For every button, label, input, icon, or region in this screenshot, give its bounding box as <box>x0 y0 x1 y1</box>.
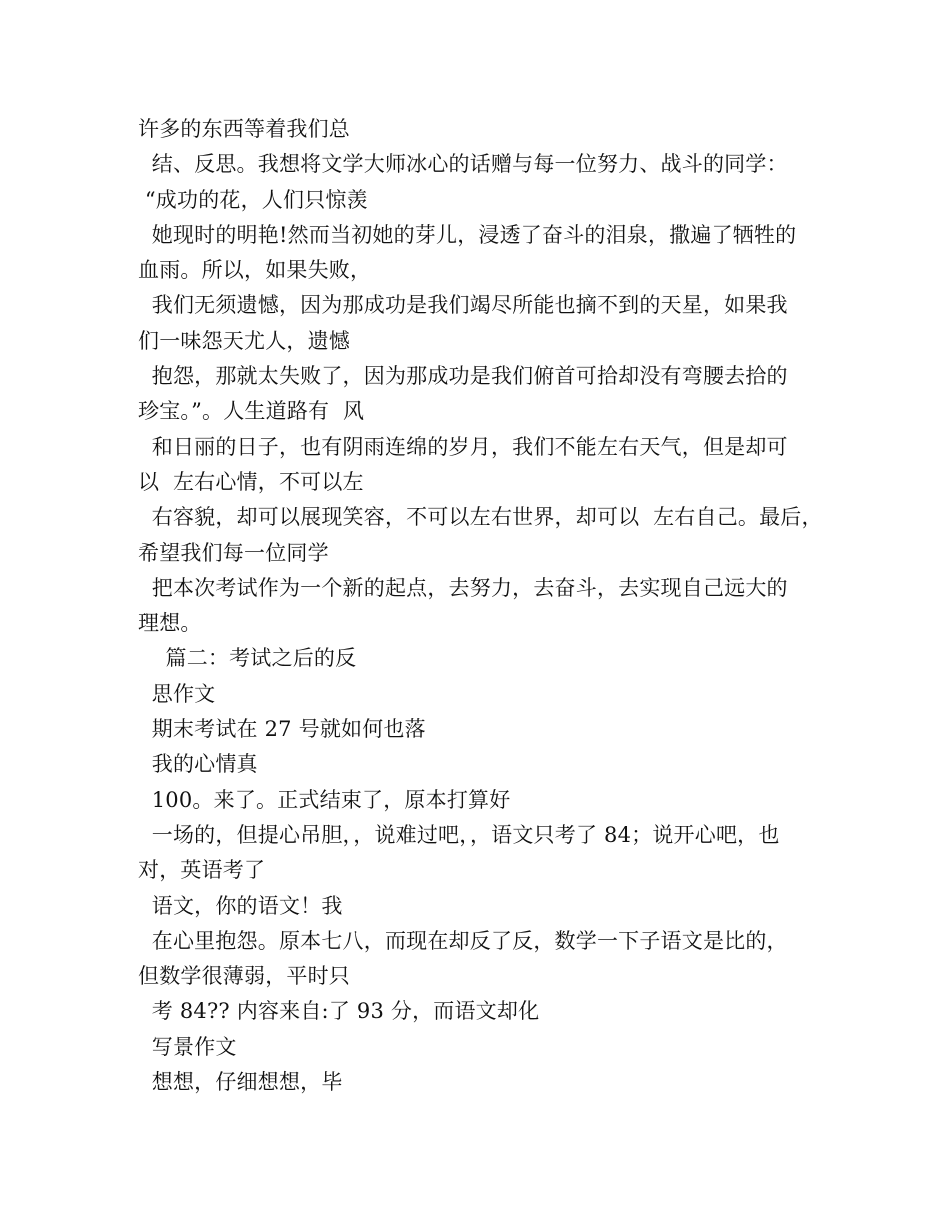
text-line: 们一味怨天尤人，遗憾 <box>138 328 350 353</box>
text-line: 我的心情真 <box>138 752 258 777</box>
text-line: 把本次考试作为一个新的起点，去努力，去奋斗，去实现自己远大的 <box>138 575 788 600</box>
text-line: 在心里抱怨。原本七八，而现在却反了反，数学一下子语文是比的， <box>138 928 788 953</box>
text-line: 抱怨，那就太失败了，因为那成功是我们俯首可拾却没有弯腰去拾的 <box>138 364 788 389</box>
text-line: 写景作文 <box>138 1034 237 1059</box>
text-line: 但数学很薄弱，平时只 <box>138 964 350 989</box>
text-line: 我们无须遗憾，因为那成功是我们竭尽所能也摘不到的天星，如果我 <box>138 293 788 318</box>
text-line: 考 84?? 内容来自:了 93 分，而语文却化 <box>138 999 540 1024</box>
text-line: 结、反思。我想将文学大师冰心的话赠与每一位努力、战斗的同学： <box>138 152 788 177</box>
text-line: 一场的，但提心吊胆，，说难过吧，，语文只考了 84；说开心吧，也 <box>138 822 780 847</box>
text-line: 她现时的明艳!然而当初她的芽儿，浸透了奋斗的泪泉，撒遍了牺牲的 <box>138 222 797 247</box>
text-line: 血雨。所以，如果失败， <box>138 258 372 283</box>
text-line: 100。来了。正式结束了，原本打算好 <box>138 787 511 812</box>
document-body <box>138 112 828 1100</box>
text-line: 篇二：考试之后的反 <box>138 646 357 671</box>
text-line: “成功的花，人们只惊羡 <box>138 187 368 212</box>
text-line: 希望我们每一位同学 <box>138 540 329 565</box>
text-line: 对，英语考了 <box>138 858 266 883</box>
text-line: 想想，仔细想想，毕 <box>138 1070 343 1095</box>
text-line: 以 左右心情，不可以左 <box>138 469 364 494</box>
text-line: 右容貌，却可以展现笑容，不可以左右世界，却可以 左右自己。最后， <box>138 505 823 530</box>
text-line: 思作文 <box>138 681 216 706</box>
text-line: 和日丽的日子，也有阴雨连绵的岁月，我们不能左右天气，但是却可 <box>138 434 788 459</box>
text-line: 珍宝。”。人生道路有 风 <box>138 399 365 424</box>
text-line: 理想。 <box>138 611 202 636</box>
text-line: 语文，你的语文！我 <box>138 893 343 918</box>
text-line: 期末考试在 27 号就如何也落 <box>138 717 426 742</box>
text-line: 许多的东西等着我们总 <box>138 117 350 141</box>
